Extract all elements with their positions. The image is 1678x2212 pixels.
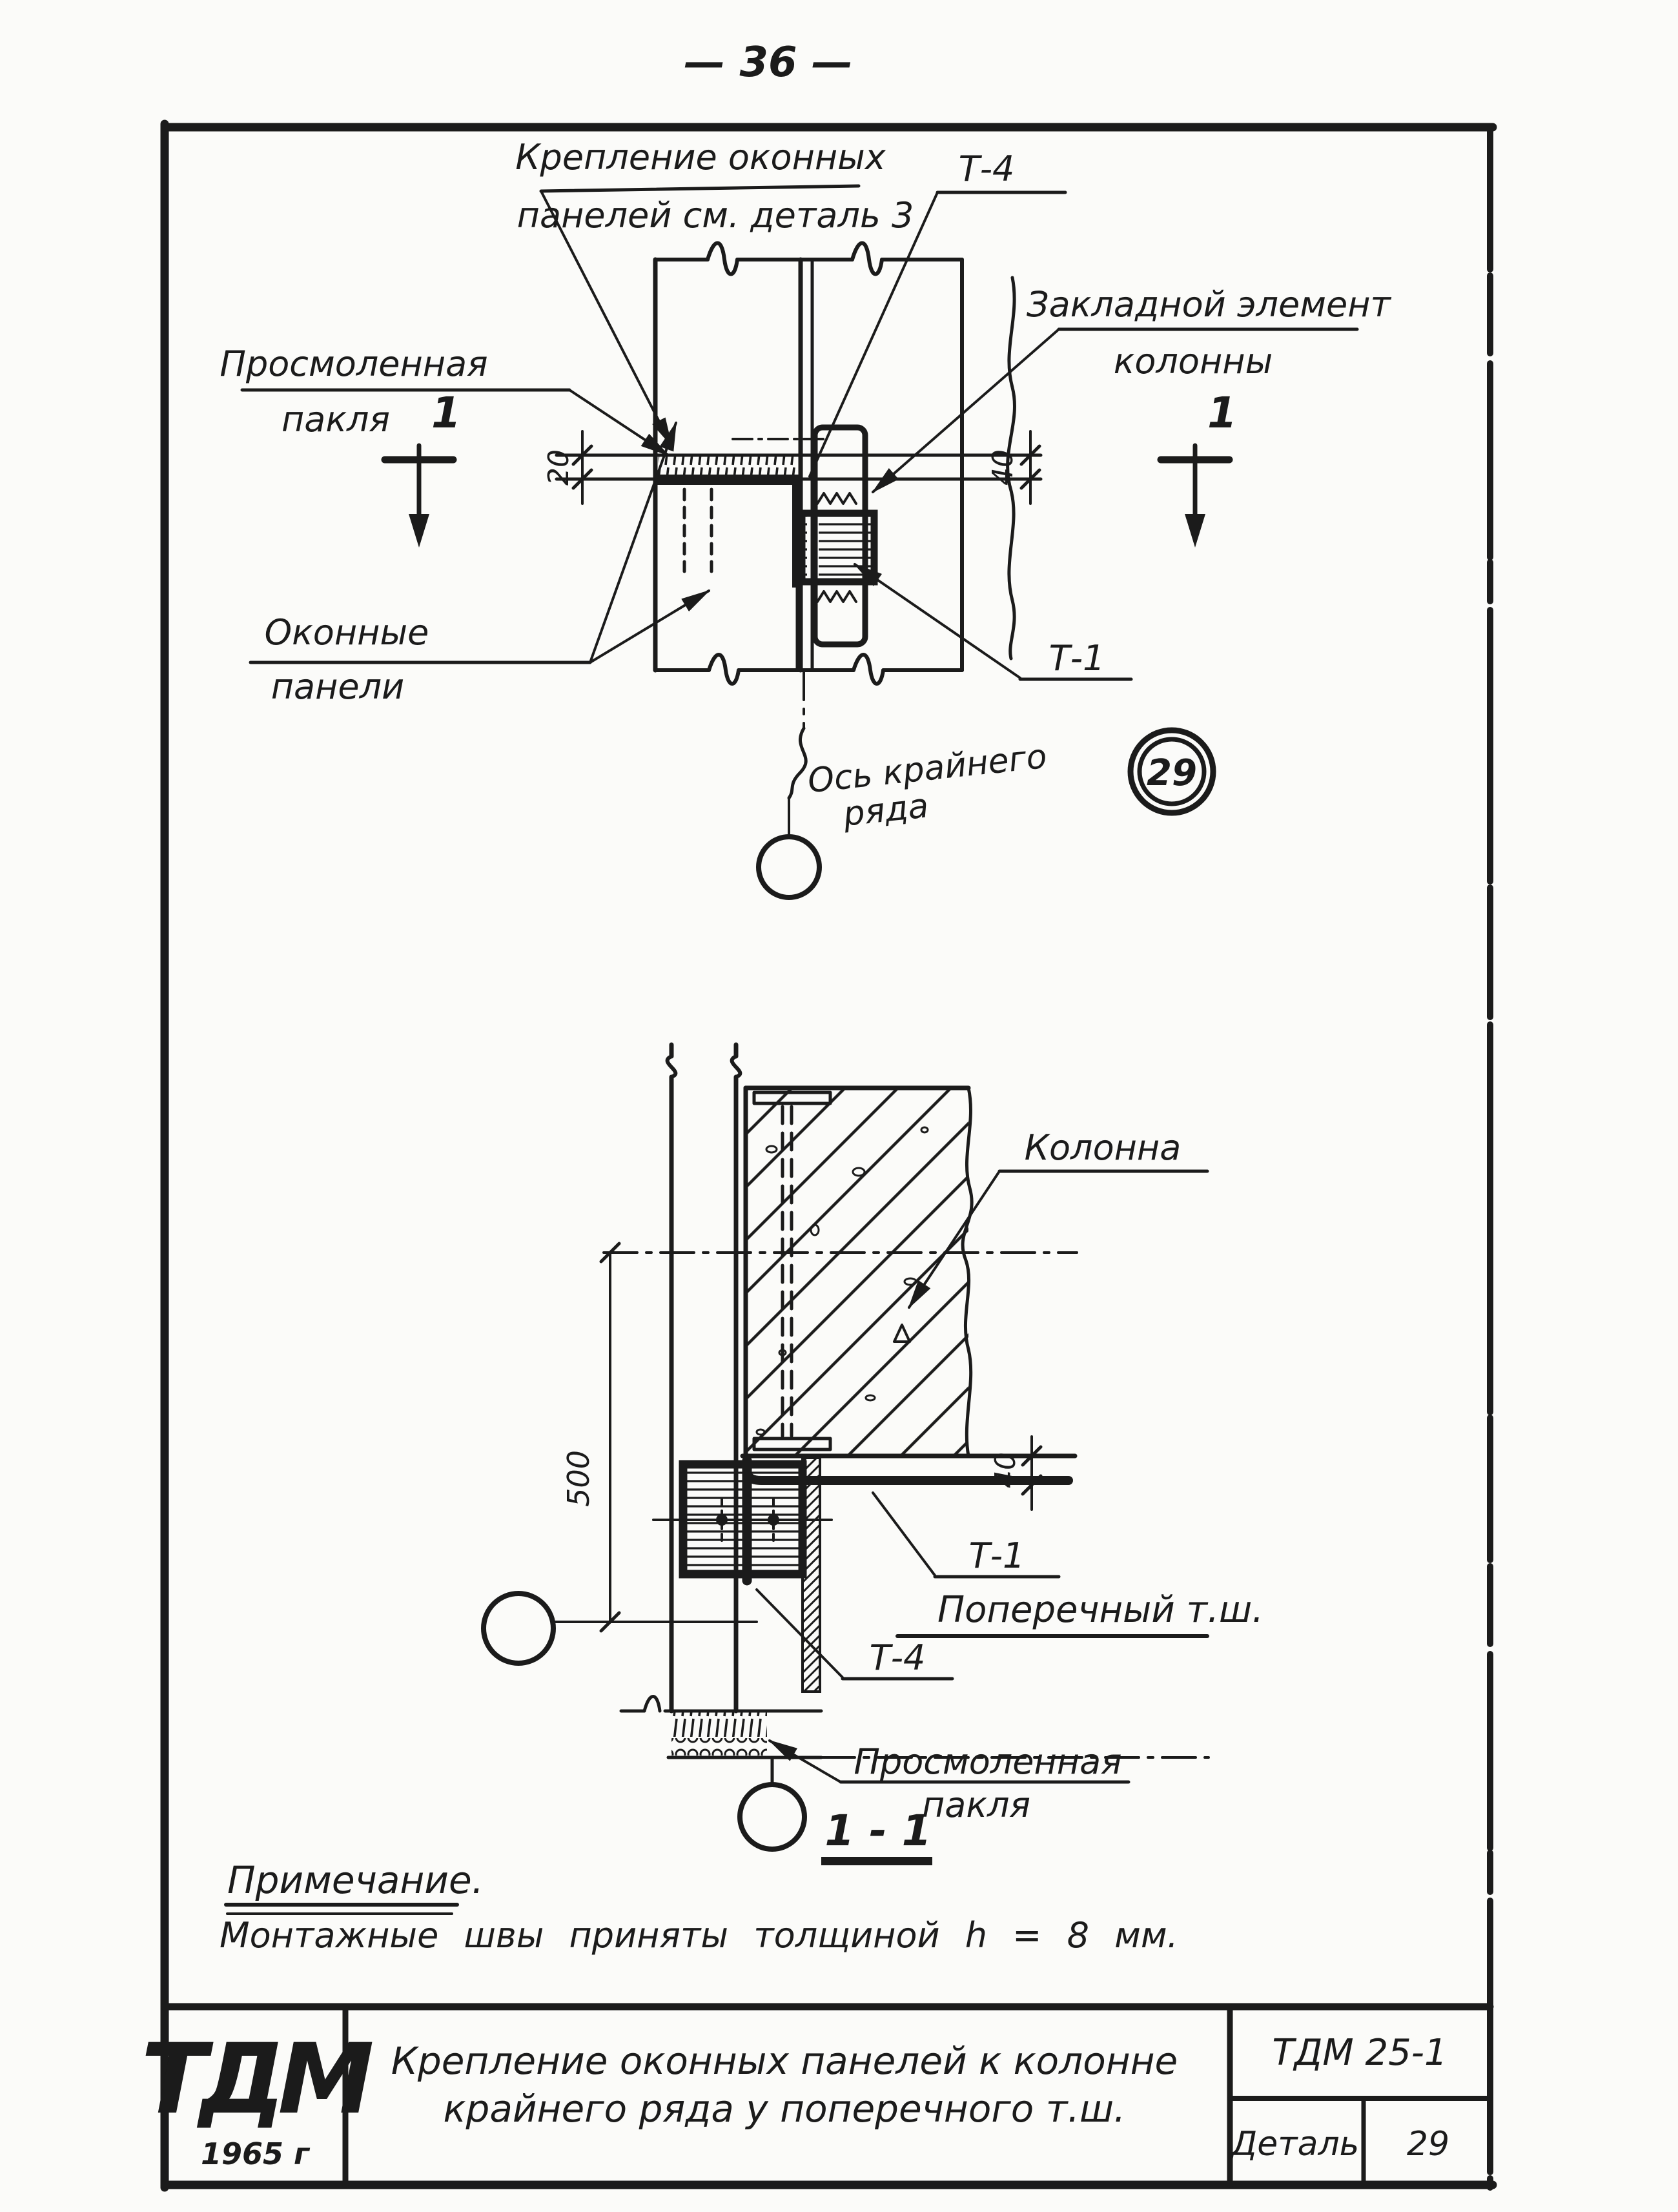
svg-text:Поперечный т.ш.: Поперечный т.ш. [937, 1589, 1264, 1631]
svg-text:40: 40 [989, 1452, 1022, 1488]
section-arrow-right [1161, 388, 1237, 548]
svg-text:панели: панели [271, 666, 405, 707]
drawing-title [391, 2039, 1178, 2131]
svg-text:500: 500 [561, 1450, 596, 1507]
svg-text:Крепление оконных: Крепление оконных [515, 137, 886, 178]
embedded-element [802, 427, 874, 644]
label-t1-plan [855, 564, 1131, 679]
panel-edges-section [668, 1045, 741, 1711]
svg-text:Оконные: Оконные [264, 612, 429, 653]
svg-text:крайнего ряда у поперечного т.: крайнего ряда у поперечного т.ш. [443, 2087, 1126, 2131]
svg-text:панелей см. деталь 3: панелей см. деталь 3 [517, 195, 914, 236]
page-number: — 36 — [684, 39, 853, 87]
plan-view [220, 137, 1391, 897]
anchor-marks-bottom [817, 591, 856, 602]
svg-text:40: 40 [987, 449, 1019, 486]
panel-rib-strip [803, 1458, 820, 1692]
section-title [821, 1806, 932, 1865]
svg-text:1: 1 [1207, 388, 1237, 438]
dim-40-section [989, 1437, 1041, 1510]
dim-20 [542, 431, 591, 504]
detail-bubble [1131, 730, 1213, 813]
svg-text:Колонна: Колонна [1024, 1127, 1182, 1168]
note-body: Монтажные швы приняты толщиной h = 8 мм. [220, 1915, 1178, 1956]
svg-text:20: 20 [542, 449, 575, 486]
svg-text:Т-1: Т-1 [1049, 638, 1105, 679]
section-arrow-left [385, 388, 461, 548]
detail-number: 29 [1406, 2125, 1450, 2164]
detail-label: Деталь [1231, 2125, 1360, 2164]
svg-text:Просмоленная: Просмоленная [854, 1741, 1122, 1782]
bottom-axis-circle [740, 1757, 804, 1849]
svg-text:Т-4: Т-4 [869, 1637, 926, 1678]
doc-code: ТДМ 25-1 [1272, 2032, 1448, 2074]
svg-text:1: 1 [431, 388, 461, 438]
section-view [484, 1045, 1264, 1865]
edge-row-axis [759, 670, 1049, 897]
title-block [141, 2007, 1490, 2185]
svg-text:Закладной элемент: Закладной элемент [1027, 284, 1391, 325]
angle-t4 [654, 475, 803, 588]
svg-text:ряда: ряда [841, 786, 931, 834]
label-oakum-section [770, 1741, 1129, 1825]
svg-text:пакля: пакля [921, 1785, 1031, 1825]
svg-text:29: 29 [1147, 752, 1197, 794]
svg-text:Ось крайнего: Ось крайнего [806, 737, 1049, 801]
label-transverse-joint [897, 1589, 1264, 1636]
note-heading: Примечание. [227, 1858, 484, 1902]
note-block [220, 1858, 1178, 1956]
svg-text:Т-1: Т-1 [968, 1535, 1025, 1576]
svg-text:1 - 1: 1 - 1 [824, 1806, 932, 1856]
anchor-marks-top [817, 493, 856, 504]
svg-text:Просмоленная: Просмоленная [220, 343, 488, 384]
logo-year: 1965 г [200, 2136, 310, 2171]
svg-text:колонны: колонны [1113, 341, 1273, 382]
label-fastening-note [515, 137, 914, 445]
logo-tdm: ТДМ [141, 2023, 367, 2136]
dim-500 [484, 1244, 757, 1663]
svg-text:Т-4: Т-4 [958, 148, 1015, 189]
label-embedded-element [873, 284, 1392, 492]
label-window-panels [251, 423, 709, 707]
svg-text:Крепление оконных панелей к ко: Крепление оконных панелей к колонне [391, 2039, 1178, 2083]
logo-cell [141, 2023, 373, 2171]
svg-text:пакля: пакля [281, 399, 391, 440]
